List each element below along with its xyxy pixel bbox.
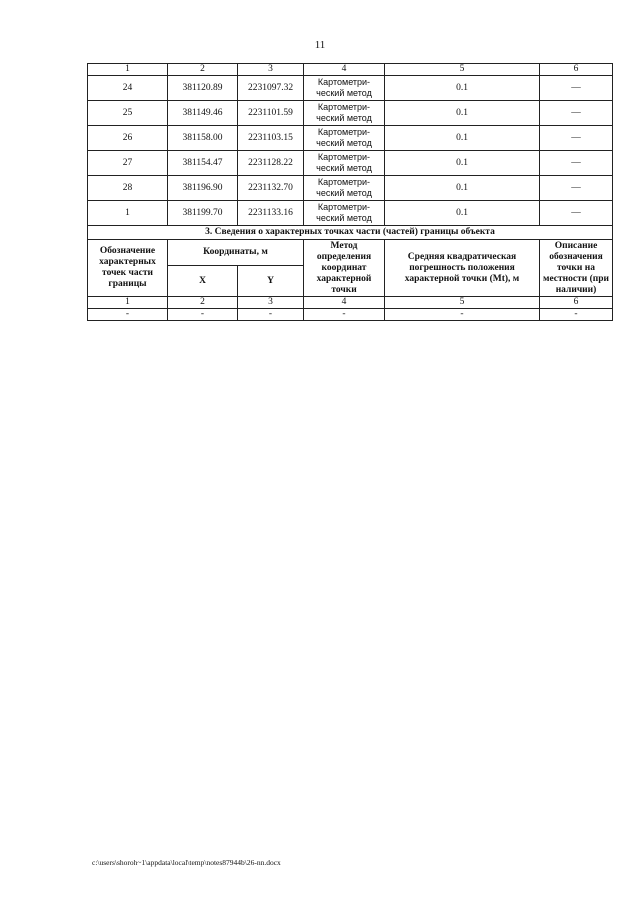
method: Картометри- ческий метод <box>304 151 385 176</box>
method: Картометри- ческий метод <box>304 201 385 226</box>
table-row <box>88 76 613 101</box>
point-id: 25 <box>88 101 168 126</box>
point-id: 27 <box>88 151 168 176</box>
accuracy: 0.1 <box>385 126 540 151</box>
header-accuracy: Средняя квадратическая погрешность положения характерной точки (Mt), м <box>385 240 540 297</box>
empty-cell: - <box>540 309 613 321</box>
col-num: 6 <box>540 64 613 76</box>
coord-y: 2231103.15 <box>238 126 304 151</box>
coordinates-table <box>87 63 613 321</box>
point-id: 28 <box>88 176 168 201</box>
col-num: 6 <box>540 297 613 309</box>
table-row <box>88 176 613 201</box>
table-row <box>88 201 613 226</box>
section-title: 3. Сведения о характерных точках части (частей) границы объекта <box>88 226 613 240</box>
coord-x: 381149.46 <box>168 101 238 126</box>
col-num: 3 <box>238 64 304 76</box>
description: — <box>540 176 613 201</box>
coord-y: 2231132.70 <box>238 176 304 201</box>
empty-cell: - <box>88 309 168 321</box>
col-num: 1 <box>88 64 168 76</box>
point-id: 1 <box>88 201 168 226</box>
coord-x: 381199.70 <box>168 201 238 226</box>
table-row <box>88 101 613 126</box>
accuracy: 0.1 <box>385 176 540 201</box>
header-method: Метод определения координат характерной точки <box>304 240 385 297</box>
empty-data-row <box>88 309 613 321</box>
header-y: Y <box>238 266 304 297</box>
coord-y: 2231128.22 <box>238 151 304 176</box>
description: — <box>540 151 613 176</box>
coord-x: 381196.90 <box>168 176 238 201</box>
col-num: 2 <box>168 297 238 309</box>
accuracy: 0.1 <box>385 76 540 101</box>
accuracy: 0.1 <box>385 101 540 126</box>
accuracy: 0.1 <box>385 201 540 226</box>
method: Картометри- ческий метод <box>304 176 385 201</box>
coord-x: 381154.47 <box>168 151 238 176</box>
method: Картометри- ческий метод <box>304 126 385 151</box>
description: — <box>540 126 613 151</box>
method: Картометри- ческий метод <box>304 76 385 101</box>
footer-file-path: c:\users\shoroh~1\appdata\local\temp\notes87944b\26-nn.docx <box>92 858 281 867</box>
coord-x: 381120.89 <box>168 76 238 101</box>
empty-cell: - <box>238 309 304 321</box>
coord-y: 2231097.32 <box>238 76 304 101</box>
description: — <box>540 101 613 126</box>
col-num: 5 <box>385 64 540 76</box>
coord-x: 381158.00 <box>168 126 238 151</box>
table-row <box>88 126 613 151</box>
col-num: 3 <box>238 297 304 309</box>
empty-cell: - <box>304 309 385 321</box>
point-id: 24 <box>88 76 168 101</box>
method: Картометри- ческий метод <box>304 101 385 126</box>
table-row <box>88 151 613 176</box>
accuracy: 0.1 <box>385 151 540 176</box>
column-number-row <box>88 297 613 309</box>
section-3-title-row <box>88 226 613 240</box>
empty-cell: - <box>385 309 540 321</box>
col-num: 4 <box>304 297 385 309</box>
point-id: 26 <box>88 126 168 151</box>
col-num: 4 <box>304 64 385 76</box>
column-number-row <box>88 64 613 76</box>
description: — <box>540 76 613 101</box>
page-number: 11 <box>314 39 326 51</box>
empty-cell: - <box>168 309 238 321</box>
header-coordinates: Координаты, м <box>168 240 304 266</box>
coord-y: 2231133.16 <box>238 201 304 226</box>
header-description: Описание обозначения точки на местности (при наличии) <box>540 240 613 297</box>
coord-y: 2231101.59 <box>238 101 304 126</box>
header-row <box>88 240 613 266</box>
description: — <box>540 201 613 226</box>
col-num: 2 <box>168 64 238 76</box>
header-x: X <box>168 266 238 297</box>
header-designation: Обозначение характерных точек части границы <box>88 240 168 297</box>
col-num: 1 <box>88 297 168 309</box>
col-num: 5 <box>385 297 540 309</box>
